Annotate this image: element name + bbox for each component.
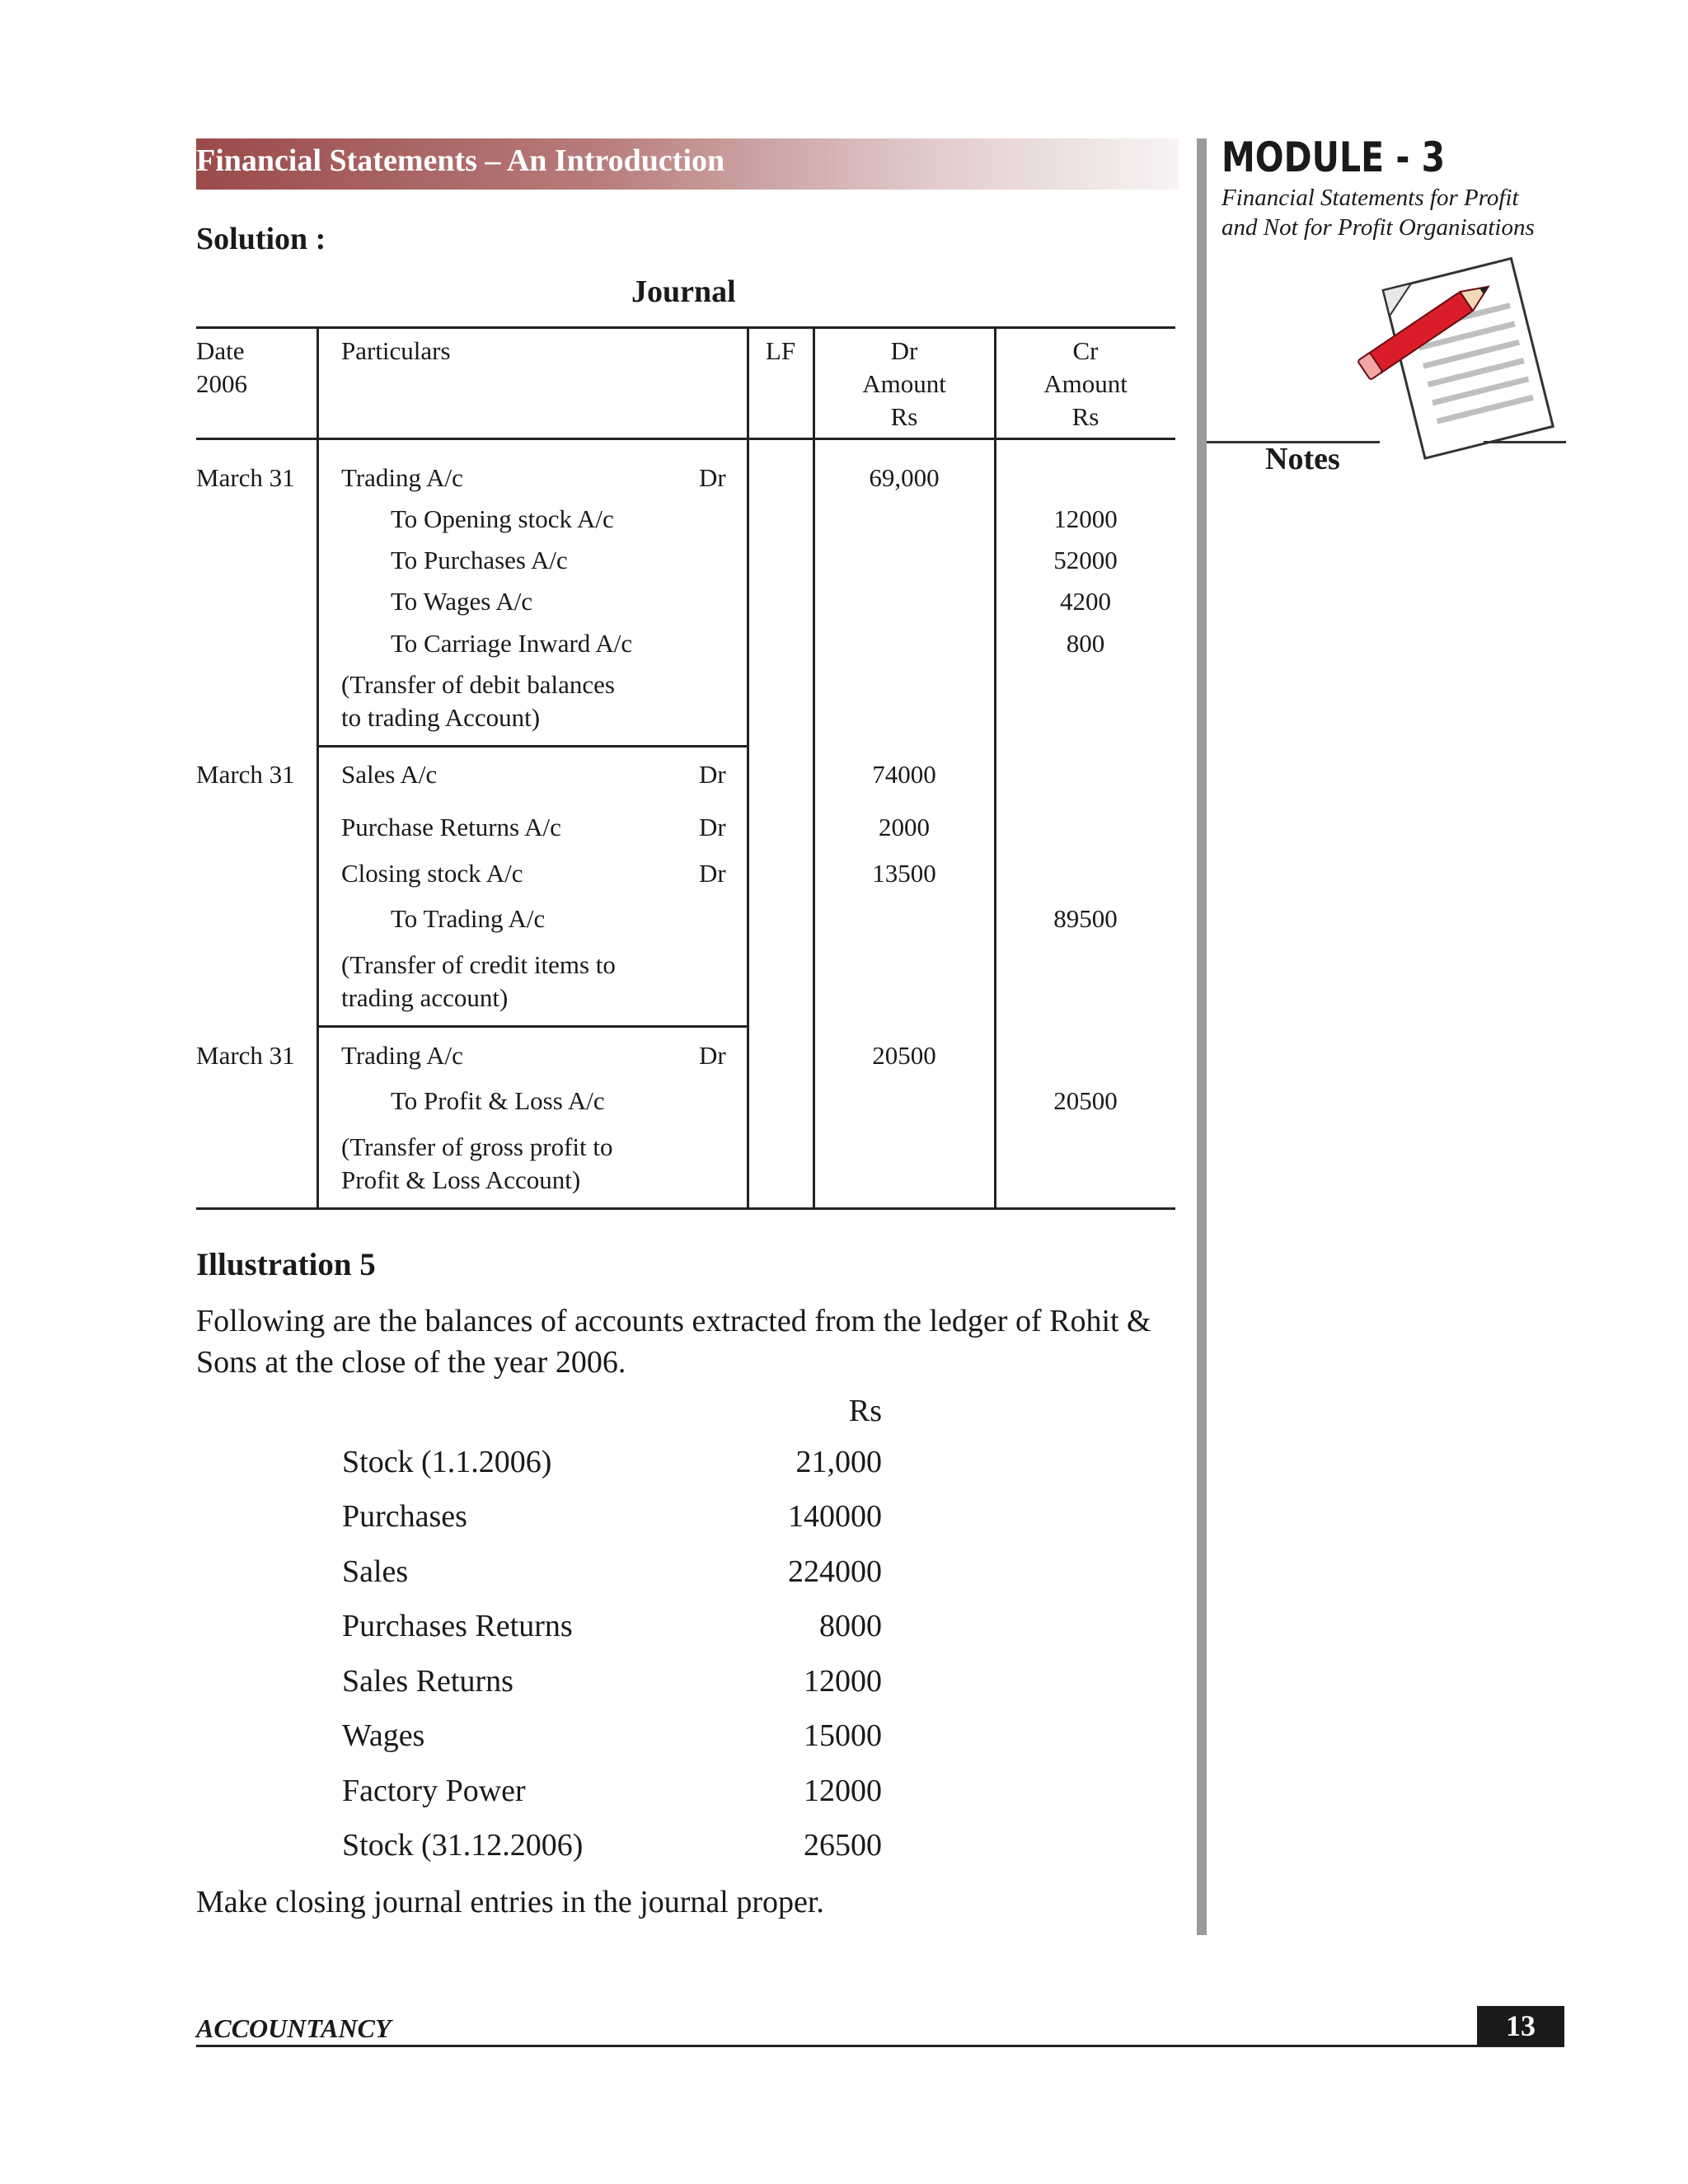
balance-rs-header: Rs bbox=[848, 1394, 882, 1428]
balance-account-name: Sales bbox=[342, 1554, 409, 1589]
balance-amount: 26500 bbox=[804, 1828, 882, 1863]
journal-cr-amount: 20500 bbox=[1053, 1086, 1118, 1115]
journal-cr-amount: 89500 bbox=[1053, 904, 1118, 933]
balance-account-name: Factory Power bbox=[342, 1774, 526, 1808]
column-rule-dr bbox=[994, 326, 996, 1210]
journal-dr-amount: 13500 bbox=[872, 859, 936, 888]
journal-particulars: (Transfer of credit items to bbox=[341, 950, 616, 979]
notepad-pencil-icon bbox=[1352, 239, 1582, 470]
notes-rule-right bbox=[1484, 441, 1566, 443]
journal-dr-amount: 74000 bbox=[872, 760, 936, 789]
illustration-text: Following are the balances of accounts extracted from the ledger of Rohit & Sons at the close of the year 2006. bbox=[196, 1304, 1151, 1380]
balance-account-name: Purchases bbox=[342, 1499, 467, 1534]
header-dr-rs: Rs bbox=[890, 402, 918, 431]
table-bottom-rule bbox=[196, 1207, 1175, 1210]
illustration-instruction: Make closing journal entries in the journal proper. bbox=[196, 1885, 824, 1919]
journal-dr-marker: Dr bbox=[699, 760, 726, 789]
header-dr: Dr bbox=[890, 336, 918, 365]
header-lf: LF bbox=[765, 336, 796, 365]
journal-particulars: To Wages A/c bbox=[391, 587, 533, 616]
notes-label: Notes bbox=[1265, 442, 1340, 476]
journal-particulars: to trading Account) bbox=[341, 703, 541, 732]
module-title: MODULE - 3 bbox=[1221, 134, 1446, 181]
table-header-rule bbox=[196, 438, 1175, 440]
journal-date: March 31 bbox=[196, 1041, 295, 1070]
journal-particulars: Trading A/c bbox=[341, 463, 463, 492]
journal-dr-amount: 69,000 bbox=[869, 463, 940, 492]
page-number: 13 bbox=[1506, 2009, 1536, 2042]
balance-amount: 224000 bbox=[788, 1554, 882, 1589]
journal-cr-amount: 800 bbox=[1066, 629, 1105, 658]
header-cr-rs: Rs bbox=[1071, 402, 1100, 431]
journal-particulars: To Purchases A/c bbox=[391, 546, 568, 574]
journal-cr-amount: 52000 bbox=[1053, 546, 1118, 574]
journal-cr-amount: 4200 bbox=[1060, 587, 1111, 616]
module-subtitle-line1: Financial Statements for Profit bbox=[1221, 185, 1519, 211]
column-rule-particulars bbox=[747, 326, 749, 1210]
journal-particulars: (Transfer of debit balances bbox=[341, 670, 615, 699]
header-year: 2006 bbox=[196, 369, 247, 398]
journal-dr-marker: Dr bbox=[699, 813, 726, 841]
journal-date: March 31 bbox=[196, 760, 295, 789]
balance-account-name: Stock (31.12.2006) bbox=[342, 1828, 584, 1863]
balance-account-name: Purchases Returns bbox=[342, 1609, 573, 1643]
balance-account-name: Wages bbox=[342, 1718, 425, 1753]
balance-amount: 8000 bbox=[819, 1609, 882, 1643]
journal-particulars: To Profit & Loss A/c bbox=[391, 1086, 605, 1115]
journal-particulars: Profit & Loss Account) bbox=[341, 1165, 581, 1194]
journal-cr-amount: 12000 bbox=[1053, 504, 1118, 533]
balance-amount: 21,000 bbox=[795, 1445, 882, 1479]
header-dr-amount: Amount bbox=[862, 369, 946, 398]
footer-subject: ACCOUNTANCY bbox=[196, 2013, 392, 2043]
journal-dr-amount: 2000 bbox=[879, 813, 930, 841]
balance-account-name: Sales Returns bbox=[342, 1664, 513, 1699]
journal-particulars: Sales A/c bbox=[341, 760, 438, 789]
sidebar-rule bbox=[1197, 138, 1207, 1935]
header-date: Date bbox=[196, 336, 245, 365]
journal-dr-amount: 20500 bbox=[872, 1041, 936, 1070]
table-top-rule bbox=[196, 326, 1175, 329]
footer-rule bbox=[196, 2045, 1564, 2047]
column-rule-date bbox=[316, 326, 319, 1210]
journal-title: Journal bbox=[631, 274, 736, 309]
journal-particulars: To Opening stock A/c bbox=[391, 504, 614, 533]
journal-particulars: Purchase Returns A/c bbox=[341, 813, 561, 841]
illustration-title: Illustration 5 bbox=[196, 1247, 376, 1282]
balance-amount: 12000 bbox=[804, 1774, 882, 1808]
balance-amount: 12000 bbox=[804, 1664, 882, 1699]
header-cr: Cr bbox=[1072, 336, 1099, 365]
journal-dr-marker: Dr bbox=[699, 463, 726, 492]
journal-dr-marker: Dr bbox=[699, 859, 726, 888]
header-cr-amount: Amount bbox=[1043, 369, 1128, 398]
journal-particulars: trading account) bbox=[341, 983, 509, 1012]
journal-particulars: To Trading A/c bbox=[391, 904, 546, 933]
header-particulars: Particulars bbox=[341, 336, 451, 365]
solution-heading: Solution : bbox=[196, 222, 326, 256]
module-subtitle-line2: and Not for Profit Organisations bbox=[1221, 214, 1535, 241]
journal-particulars: To Carriage Inward A/c bbox=[391, 629, 633, 658]
balance-account-name: Stock (1.1.2006) bbox=[342, 1445, 552, 1479]
chapter-title: Financial Statements – An Introduction bbox=[196, 143, 725, 178]
entry-separator-2 bbox=[318, 1025, 748, 1028]
entry-separator-1 bbox=[318, 745, 748, 748]
journal-date: March 31 bbox=[196, 463, 295, 492]
journal-dr-marker: Dr bbox=[699, 1041, 726, 1070]
balance-amount: 15000 bbox=[804, 1718, 882, 1753]
journal-table bbox=[196, 326, 1175, 1210]
journal-particulars: (Transfer of gross profit to bbox=[341, 1132, 613, 1161]
journal-particulars: Trading A/c bbox=[341, 1041, 463, 1070]
balance-amount: 140000 bbox=[788, 1499, 882, 1534]
journal-particulars: Closing stock A/c bbox=[341, 859, 523, 888]
